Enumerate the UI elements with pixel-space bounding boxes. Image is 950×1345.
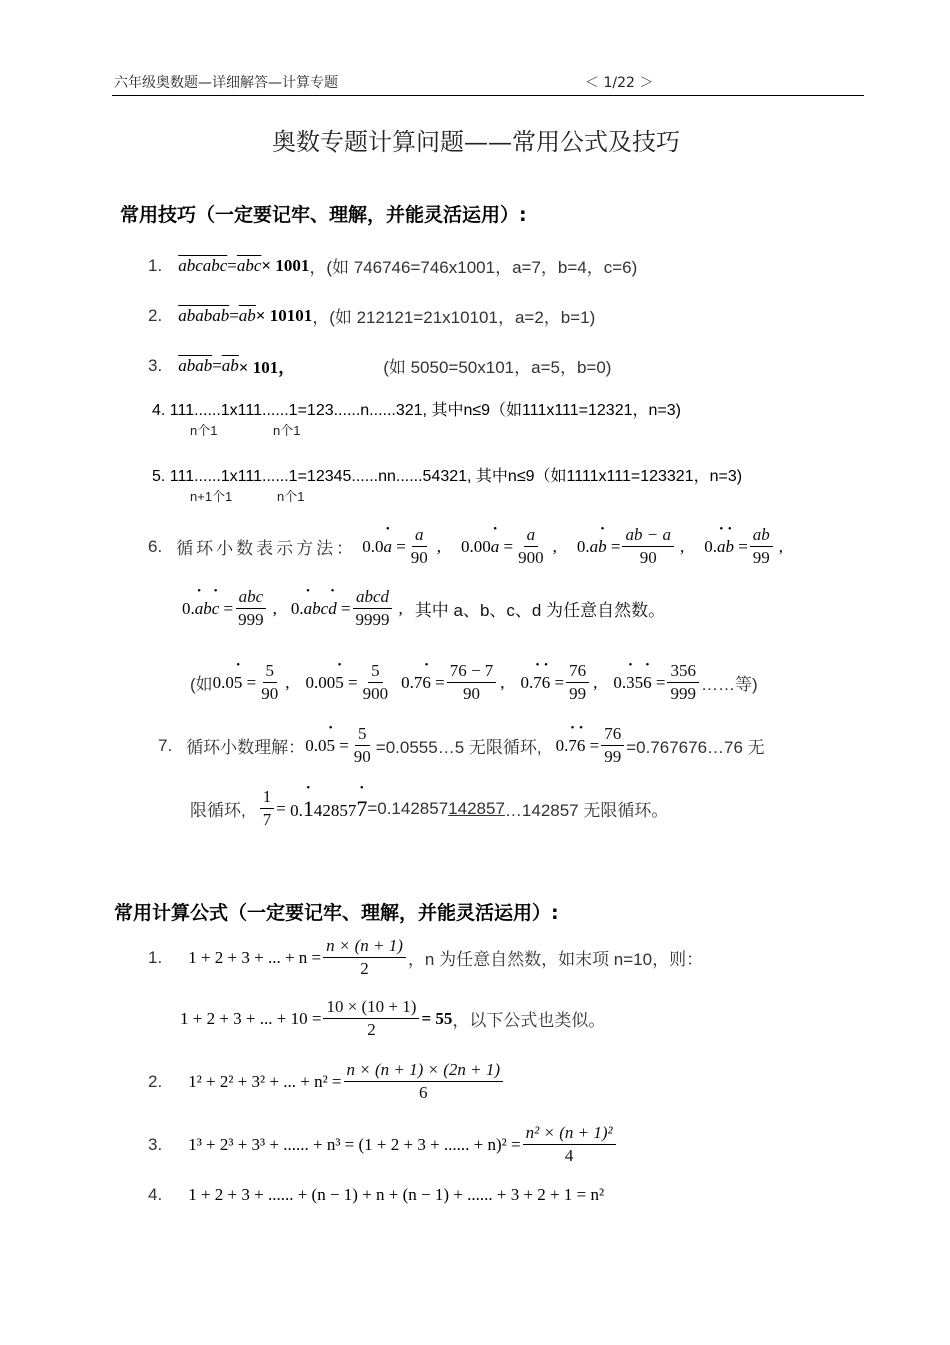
technique-item-4: 4. 111......1x111......1=123......n......321, 其中n≤9（如111x111=12321，n=3) (152, 402, 681, 419)
formula-6-4: 0.• a• b (704, 537, 734, 557)
item-4-subscript-2: n个1 (273, 423, 301, 438)
technique-item-1: 1. abcabc = $\overline{abc}$ × 1001 ，(如 746746=746x1001，a=7，b=4，c=6) (148, 255, 638, 277)
section-heading-formulas: 常用计算公式（一定要记牢、理解，并能灵活运用）: (114, 902, 559, 924)
repeating-decimal-1-7: 0.• 142857• 7 (290, 796, 367, 822)
example-6-4: 0.• 7• 6 (521, 673, 551, 693)
technique-item-6-examples: (如 0.0• 5 = $\frac{5}{90}$ , 0.00• 5 = $\frac{5}{900}$ 0.7• 6 = $\frac{76 - 7}{90}$ , 0.• 7• 6 = $\frac{76}{99}$ , 0.• 35• 6 = $\frac{356}{999}$ ……等) (190, 662, 758, 703)
formula-6-5: 0.• ab• c (182, 599, 219, 619)
formula-item-1-example: 1 + 2 + 3 + ... + 10 = $\frac{10 \times (10 + 1)}{2}$ = 55 ，以下公式也类似。 (180, 997, 606, 1039)
technique-item-2: 2. ababab = $\overline{ab}$ × 10101 ，(如 212121=21x10101，a=2，b=1) (148, 305, 596, 327)
technique-item-6-line-1: 6. 循环小数表示方法： 0.0• a = $\frac{a}{90}$ , 0.00• a = $\frac{a}{900}$ , 0.a• b = $\frac{ab - a}{90}$ , 0.• a• b = $\frac{ab}{99}$ , (148, 526, 783, 567)
item-5-subscript-1: n+1个1 (190, 489, 233, 504)
formula-6-3: 0.a• b (577, 537, 607, 557)
technique-item-6-line-2: 0.• ab• c = $\frac{\text{abc}}{999}$ , 0.• abc• d = $\frac{\text{abcd}}{9999}$ , 其中 a、b、c、d 为任意自然数。 (182, 588, 665, 629)
technique-item-5: 5. 111......1x111......1=12345......nn......54321, 其中n≤9（如1111x111=123321，n=3) (152, 468, 743, 485)
formula-item-1: 1. 1 + 2 + 3 + ... + n = $\frac{n \times (n + 1)}{2}$ ，n 为任意自然数，如末项 n=10，则： (148, 936, 704, 978)
section-heading-techniques: 常用技巧（一定要记牢、理解，并能灵活运用）: (120, 204, 527, 226)
formula-6-6: 0.• abc• d (291, 599, 337, 619)
header-rule (112, 95, 864, 96)
page-number: ＜ 1/22 ＞ (585, 75, 654, 91)
formula-item-2: 2. 1² + 2² + 3² + ... + n² = $\frac{n \times (n + 1) \times (2n + 1)}{6}$ (148, 1061, 505, 1102)
example-6-1: 0.0• 5 (213, 673, 243, 693)
page-title: 奥数专题计算问题——常用公式及技巧 (272, 128, 680, 156)
technique-item-7-line-2: 限循环, $\frac{1}{7}$ = 0.• 142857• 7 =0.142857 142857 …142857 无限循环。 (190, 788, 668, 829)
formula-item-3: 3. 1³ + 2³ + 3³ + ...... + n³ = (1 + 2 + 3 + ...... + n)² = $\frac{\text{n² × (n + 1)²}}{4}$ (148, 1124, 618, 1165)
item-4-subscript-1: n个1 (190, 423, 218, 438)
formula-7-1: 0.0• 5 (305, 736, 335, 756)
header-left: 六年级奥数题—详细解答—计算专题 (114, 75, 338, 91)
formula-6-1: 0.0• a (362, 537, 392, 557)
technique-item-3: 3. abab = $\overline{ab}$ × 101， (如 5050=50x101，a=5，b=0) (148, 355, 612, 377)
formula-6-2: 0.00• a (461, 537, 499, 557)
technique-item-7-line-1: 7. 循环小数理解： 0.0• 5 = $\frac{5}{90}$ =0.0555…5 无限循环, 0.• 7• 6 = $\frac{76}{99}$ =0.767676…76 无 (158, 725, 765, 766)
example-6-5: 0.• 35• 6 (613, 673, 651, 693)
example-6-2: 0.00• 5 (306, 673, 344, 693)
formula-item-4: 4. 1 + 2 + 3 + ...... + (n − 1) + n + (n − 1) + ...... + 3 + 2 + 1 = n² (148, 1185, 605, 1204)
example-6-3: 0.7• 6 (401, 673, 431, 693)
item-5-subscript-2: n个1 (277, 489, 305, 504)
formula-7-2: 0.• 7• 6 (556, 736, 586, 756)
